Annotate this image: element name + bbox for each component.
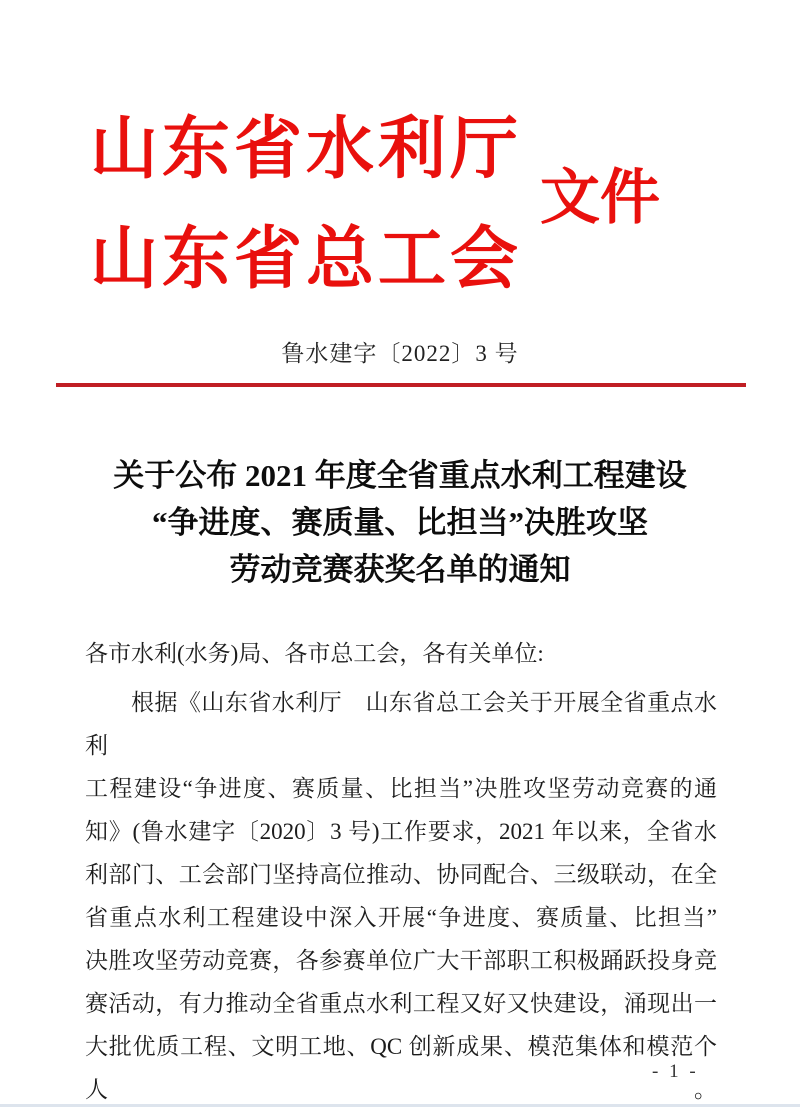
document-title (0, 452, 800, 593)
document-type-label: 文件 (540, 165, 660, 231)
paragraph-line: 工程建设“争进度、赛质量、比担当”决胜攻坚劳动竞赛的通 (85, 776, 717, 801)
title-line-2: “争进度、赛质量、比担当”决胜攻坚 (152, 505, 648, 540)
paragraph-line: 知》(鲁水建字〔2020〕3 号)工作要求，2021 年以来，全省水 (85, 819, 717, 844)
document-number: 鲁水建字〔2022〕3 号 (281, 341, 519, 366)
red-divider-line (56, 383, 746, 387)
paragraph-line: 决胜攻坚劳动竞赛，各参赛单位广大干部职工积极踊跃投身竞 (85, 948, 717, 973)
letterhead (90, 94, 800, 314)
paragraph-line: 根据《山东省水利厅 山东省总工会关于开展全省重点水利 (85, 690, 717, 758)
org-name-line-2: 山东省总工会 (90, 221, 523, 297)
body-text (85, 632, 717, 1107)
org-name-line-1: 山东省水利厅 (90, 111, 523, 187)
main-paragraph (85, 681, 717, 1107)
paragraph-line: 赛活动，有力推动全省重点水利工程又好又快建设，涌现出一 (85, 991, 717, 1016)
page-number: - 1 - (652, 1061, 699, 1082)
paragraph-line: 省重点水利工程建设中深入开展“争进度、赛质量、比担当” (85, 905, 717, 930)
paragraph-line: 利部门、工会部门坚持高位推动、协同配合、三级联动，在全 (85, 862, 717, 887)
salutation-line: 各市水利(水务)局、各市总工会，各有关单位: (85, 641, 544, 666)
paragraph-line: 大批优质工程、文明工地、QC 创新成果、模范集体和模范个人。 (85, 1034, 717, 1102)
title-line-1: 关于公布 2021 年度全省重点水利工程建设 (113, 458, 687, 493)
title-line-3: 劳动竞赛获奖名单的通知 (229, 552, 571, 587)
